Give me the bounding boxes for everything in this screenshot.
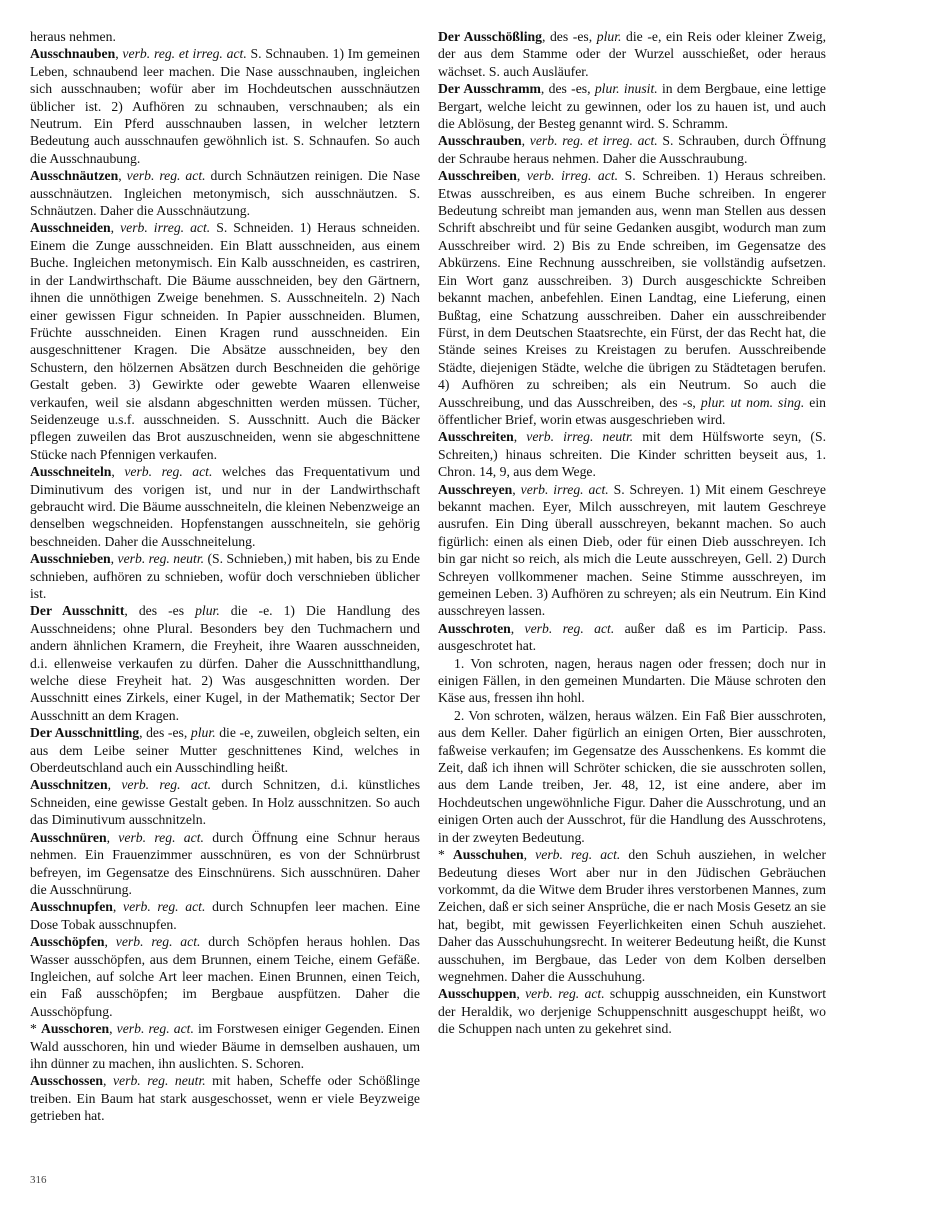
entry-grammar: verb. reg. act. <box>124 464 213 480</box>
dictionary-entry <box>30 45 420 167</box>
right-column <box>438 28 826 1038</box>
entry-separator: , <box>103 1073 113 1089</box>
dictionary-entry <box>30 167 420 219</box>
entry-headword: Ausschossen <box>30 1073 104 1089</box>
entry-definition: die -e, ein Reis oder kleiner Zweig, der aus dem Stamme oder der Wurzel ausschießet, oder heraus wächset. S. auch Ausläufer. <box>438 29 827 79</box>
entry-headword: Der Ausschößling <box>438 29 542 44</box>
entry-grammar: verb. reg. act. <box>126 168 206 184</box>
entry-separator: , <box>115 46 123 62</box>
entry-grammar: plur. <box>195 603 220 619</box>
entry-headword: Ausschnitzen <box>30 777 108 793</box>
entry-headword: Der Ausschnitt <box>30 603 125 619</box>
entry-definition: die -e. 1) Die Handlung des Ausschneidens; ohne Plural. Besonders bey den Tuchmachern und andern ähnlichen Kramern, die Freyheit, ihre Waaren ausschneiden, d.i. ellenweise verkaufen zu dürfen. Daher die Ausschnitthandlung, welche diese Freyheit hat. 2) Was ausgeschnitten worden. Der Ausschnitt eines Zirkels, einer Kugel, in der Mathematik; Sector Der Ausschnitt an dem Kragen. <box>30 603 420 723</box>
left-column <box>30 28 420 1125</box>
entry-grammar: verb. reg. et irreg. act. <box>122 46 247 62</box>
dictionary-entry <box>438 28 826 80</box>
entry-definition: schuppig ausschneiden, ein Kunstwort der Heraldik, wo derjenige Schuppenschnitt ausgeschuppt heißt, wo die Schuppen nach unten zu gekehret sind. <box>438 986 827 1037</box>
entry-separator: , <box>516 986 526 1002</box>
entry-definition: durch Schöpfen heraus hohlen. Das Wasser ausschöpfen, aus dem Brunnen, einem Teiche, einem Gefäße. Ingleichen, auf solche Art leer machen. Einen Brunnen, einen Teich, ein Faß ausschöpfen; im Bergbaue auspfützen. Daher die Ausschöpfung. <box>30 934 421 1019</box>
entry-separator: , <box>111 464 125 480</box>
entry-separator: , <box>516 168 527 184</box>
entry-definition: im Forstwesen einiger Gegenden. Einen Wald ausschoren, hin und wieder Bäume in demselben aushauen, um ihn dünner zu machen, ihn auslichten. S. Schoren. <box>30 1021 420 1071</box>
entry-headword: Ausschnupfen <box>30 899 113 915</box>
entry-definition: in dem Bergbaue, eine lettige Bergart, welche leicht zu gewinnen, oder los zu hauen ist, und auch die Ablösung, der Besteg genannt wird. S. Schramm. <box>438 81 826 132</box>
entry-headword: Ausschreiten <box>438 429 514 445</box>
entry-definition: mit haben, Scheffe oder Schößlinge treiben. Ein Baum hat stark ausgeschosset, wenn er viele Beyzweige getrieben hat. <box>30 1073 420 1124</box>
dictionary-entry <box>30 724 420 776</box>
entry-definition: den Schuh ausziehen, in welcher Bedeutung dieses Wort aber nur in den Jüdischen Gebräuchen vorkommt, da die Witwe dem Bruder ihres verstorbenen Mannes, zum Zeichen, daß er sich seiner Ansprüche, die er nach Mosis Gesetz an sie hat, begibt, mit gewissen Feyerlichkeiten einen Schuh ausziehet. Daher das Ausschuhungsrecht. In weiterer Bedeutung heißt, die Kunst ausschuhen, im Bergbaue, das Leder von dem Kolben derselben wegnehmen. Daher die Ausschuhung. <box>438 847 827 984</box>
entry-separator: , <box>107 777 122 793</box>
entry-separator: , des -es, <box>139 725 191 741</box>
entry-separator: , <box>104 934 116 950</box>
entry-headword: Ausschuhen <box>452 847 524 863</box>
entry-grammar: verb. reg. act. <box>123 899 206 915</box>
entry-grammar: verb. irreg. act. <box>120 220 211 236</box>
entry-separator: , <box>513 429 527 445</box>
dictionary-entry <box>30 933 420 1020</box>
dictionary-entry <box>30 1072 420 1124</box>
entry-separator: , des -es <box>124 603 196 619</box>
entry-grammar: verb. reg. act. <box>535 847 621 863</box>
entry-separator: , <box>112 899 124 915</box>
entry-definition: S. Schneiden. 1) Heraus schneiden. Einem die Zunge ausschneiden. Ein Blatt ausschneiden, aus einem Buche. Ingleichen metonymisch. Ein Kalb ausschneiden, es castriren, in der Landwirthschaft. Die Bäume ausschneiden, bey den Gärtnern, ihnen die unnöthigen Zweige benehmen. S. Ausschneiteln. 2) Nach einer gewissen Figur schneiden. In Papier ausschneiden. Blumen, Früchte ausschneiden. Einen Kragen rund ausschneiden. Ein ausgeschnittener Kragen. Die Absätze ausschneiden, bey den Schustern, den hölzernen Absätzen durch Beschneiden die gehörige Gestalt geben. 3) Gewirkte oder gewebte Waaren ellenweise verkaufen, weil sie alsdann abgeschnitten werden müssen. Tücher, Seidenzeuge u.s.f. ausschneiden. S. Ausschnitt. Auch die Bäcker pflegen zuweilen das Brot auszuschneiden, wenn sie abgeschnittene Stücke nach Pfennigen verkaufen. <box>30 220 420 462</box>
entry-headword: Ausschneiden <box>30 220 111 236</box>
entry-headword: Ausschuppen <box>438 986 517 1002</box>
entry-definition: S. Schreyen. 1) Mit einem Geschreye bekannt machen. Eyer, Milch ausschreyen, mit lautem Geschreye ausrufen. Ein Ding überall ausschreyen, bekannt machen. So auch figürlich: einen als einen Dieb, oder für einen Dieb ausschreyen. Ich bin gar nicht so reich, als mich die Leute ausschreyen, Gell. 2) Durch Schreyen vollkommener machen. Seine Stimme ausschreyen, im gemeinen Leben. 3) Aufhören zu schreyen; als ein Neutrum. Ein Kind ausschreyen lassen. <box>438 481 826 619</box>
entry-definition: S. Schrauben, durch Öffnung der Schraube heraus nehmen. Daher die Ausschraubung. <box>438 133 826 166</box>
entry-separator: , <box>512 481 521 497</box>
entry-definition: ein öffentlicher Brief, worin etwas ausgeschrieben wird. <box>438 394 826 427</box>
entry-grammar: verb. reg. act. <box>115 934 201 950</box>
entry-headword: Ausschöpfen <box>30 934 105 950</box>
entry-separator: , <box>118 168 127 184</box>
dictionary-entry <box>30 550 420 602</box>
entry-headword: Der Ausschnittling <box>30 725 140 741</box>
entry-separator: , <box>521 133 530 149</box>
entry-definition: welches das Frequentativum und Diminutivum des vorigen ist, und nur in der Landwirthschaft gebraucht wird. Die Bäume ausschneiteln, die kleinen Nebenzweige an denselben wegschneiden. Hopfenstangen ausschneiteln, sie gehörig beschneiden. Daher die Ausschneitelung. <box>30 464 420 549</box>
entry-grammar: verb. irreg. act. <box>520 481 609 497</box>
entry-definition: mit dem Hülfsworte seyn, (S. Schreiten,) hinaus schreiten. Die Kinder schritten beyseit aus, 1. Chron. 14, 9, aus dem Wege. <box>438 429 826 480</box>
entry-grammar: plur. ut nom. sing. <box>700 394 805 410</box>
entry-grammar: verb. reg. act. <box>121 777 212 793</box>
entry-separator: , <box>110 551 118 567</box>
entry-definition: S. Schreiben. 1) Heraus schreiben. Etwas ausschreiben, es aus einem Buche schreiben. In engerer Bedeutung schreibt man jemanden aus, wenn man Stellen aus dessen Schrift abschreibt und für seine Gedanken ausgibt, wodurch man zum Ausschreiber wird. 2) Bis zu Ende schreiben, im Gegensatze des Abkürzens. Eine Rechnung ausschreiben, sie vollständig aufsetzen. Ein Wort ganz ausschreiben. 3) Durch ausgeschickte Schreiben bekannt machen, anbefehlen. Einen Landtag, eine Lieferung, einen Bußtag, eine Schatzung ausschreiben. Daher ein ausschreibender Fürst, in dem Deutschen Staatsrechte, ein Fürst, der das Recht hat, die Stände seines Kreises zu Kreistagen zu berufen. Ausschreibende Städte, diejenigen Städte, welche die übrigen zu Städtetagen berufen. 4) Aufhören zu schreiben; als ein Neutrum. So auch die Ausschreibung, und das Ausschreiben, des -s, <box>438 168 827 410</box>
dictionary-entry <box>30 1020 420 1072</box>
entry-separator: , <box>106 829 119 845</box>
entry-grammar: plur. <box>596 29 622 44</box>
entry-definition: 2. Von schroten, wälzen, heraus wälzen. Ein Faß Bier ausschroten, aus dem Keller. Daher figürlich an einigen Orten, Bier ausschroten, faßweise verkaufen; im Gegensatze des Ausschenkens. Es kommt die Zeit, daß ich ihnen will Schröter schicken, die sie ausschroten sollen, aus dem Lande treiben, Jer. 48, 12, ist eine andere, aber im Hochdeutschen ungewöhnliche Figur. Daher die Ausschrotung, und an einigen Orten auch der Ausschrot, für die Handlung des Ausschrotens, in der zweyten Bedeutung. <box>438 707 826 845</box>
entry-definition: (S. Schnieben,) mit haben, bis zu Ende schnieben, aufhören zu schnieben, wofür doch verschnieben üblicher ist. <box>30 551 421 601</box>
entry-headword: Ausschnauben <box>30 46 116 62</box>
entry-headword: Ausschneiteln <box>30 464 112 480</box>
entry-separator: , <box>109 1021 117 1037</box>
entry-separator: , <box>510 620 525 636</box>
dictionary-entry <box>30 219 420 463</box>
entry-headword: Ausschoren <box>40 1021 110 1037</box>
dictionary-entry <box>30 776 420 828</box>
entry-definition: durch Schnupfen leer machen. Eine Dose Tobak ausschnupfen. <box>30 899 421 932</box>
entry-headword: Ausschrauben <box>438 133 522 149</box>
dictionary-entry <box>438 655 826 707</box>
entry-definition: außer daß es im Particip. Pass. ausgeschrotet hat. <box>438 620 827 654</box>
entry-grammar: verb. reg. neutr. <box>112 1073 206 1089</box>
page-number: 316 <box>30 1174 47 1186</box>
entry-definition: 1. Von schroten, nagen, heraus nagen oder fressen; doch nur in einigen Fällen, in den gemeinen Mundarten. Die Mäuse schroten den Käse aus, fressen ihn hohl. <box>438 655 826 706</box>
dictionary-entry <box>438 846 826 985</box>
dictionary-entry <box>438 132 826 167</box>
dictionary-entry <box>438 620 826 655</box>
dictionary-entry <box>30 829 420 899</box>
entry-definition: durch Schnitzen, d.i. künstliches Schneiden, eine gewisse Gestalt geben. In Holz ausschnitzen. So auch das Diminutivum ausschnitzeln. <box>30 777 421 828</box>
dictionary-entry <box>30 602 420 724</box>
entry-grammar: verb. irreg. act. <box>526 168 619 184</box>
entry-grammar: verb. reg. act. <box>525 986 605 1002</box>
entry-grammar: plur. <box>190 725 216 741</box>
entry-headword: Ausschnüren <box>30 829 107 845</box>
dictionary-entry <box>438 985 826 1037</box>
entry-grammar: verb. reg. et irreg. act. <box>529 133 658 149</box>
entry-headword: Der Ausschramm <box>438 81 541 97</box>
entry-headword: Ausschreyen <box>438 481 513 497</box>
entry-separator: , des -es, <box>540 81 595 97</box>
entry-headword: Ausschnieben <box>30 551 111 567</box>
entry-grammar: verb. irreg. neutr. <box>526 429 634 445</box>
entry-definition: durch Schnäutzen reinigen. Die Nase ausschnäutzen. Ingleichen metonymisch, sich ausschnäutzen. S. Schnäutzen. Daher die Ausschnäutzung. <box>30 168 421 219</box>
entry-headword: Ausschroten <box>438 620 511 636</box>
entry-marker: * <box>30 1021 41 1037</box>
entry-headword: Ausschreiben <box>438 168 517 184</box>
dictionary-entry <box>438 707 826 846</box>
dictionary-entry <box>30 463 420 550</box>
dictionary-entry <box>30 28 420 45</box>
entry-definition: heraus nehmen. <box>30 29 116 44</box>
entry-grammar: verb. reg. act. <box>524 620 615 636</box>
entry-grammar: verb. reg. neutr. <box>117 551 205 567</box>
dictionary-entry <box>438 481 826 620</box>
entry-headword: Ausschnäutzen <box>30 168 119 184</box>
entry-definition: S. Schnauben. 1) Im gemeinen Leben, schnaubend leer machen. Die Nase ausschnauben, ingleichen sich ausschnauben; wofür aber im Hochdeutschen ausschnäutzen üblicher ist. 2) Aufhören zu schnauben, verschnauben; als ein Neutrum. Ein Pferd ausschnauben lassen, in welcher letztern Bedeutung auch ausschnaufen gewöhnlich ist. S. Schnaufen. So auch die Ausschnaubung. <box>30 46 420 166</box>
entry-separator: , des -es, <box>541 29 597 44</box>
entry-grammar: verb. reg. act. <box>118 829 204 845</box>
entry-definition: durch Öffnung eine Schnur heraus nehmen. Ein Frauenzimmer ausschnüren, es von der Schnürbrust befreyen, im Gegensatze des Einschnürens. Sich ausschnüren. Daher die Ausschnürung. <box>30 829 421 897</box>
dictionary-entry <box>438 80 826 132</box>
entry-marker: * <box>438 847 453 863</box>
entry-separator: , <box>110 220 121 236</box>
entry-grammar: verb. reg. act. <box>116 1021 194 1037</box>
entry-separator: , <box>523 847 536 863</box>
entry-grammar: plur. inusit. <box>594 81 658 97</box>
dictionary-entry <box>438 428 826 480</box>
entry-definition: die -e, zuweilen, obgleich selten, ein aus dem Leibe seiner Mutter geschnittenes Kind, welches in Oberdeutschland auch ein Ausschindling heißt. <box>30 725 420 776</box>
dictionary-entry <box>30 898 420 933</box>
dictionary-entry <box>438 167 826 428</box>
